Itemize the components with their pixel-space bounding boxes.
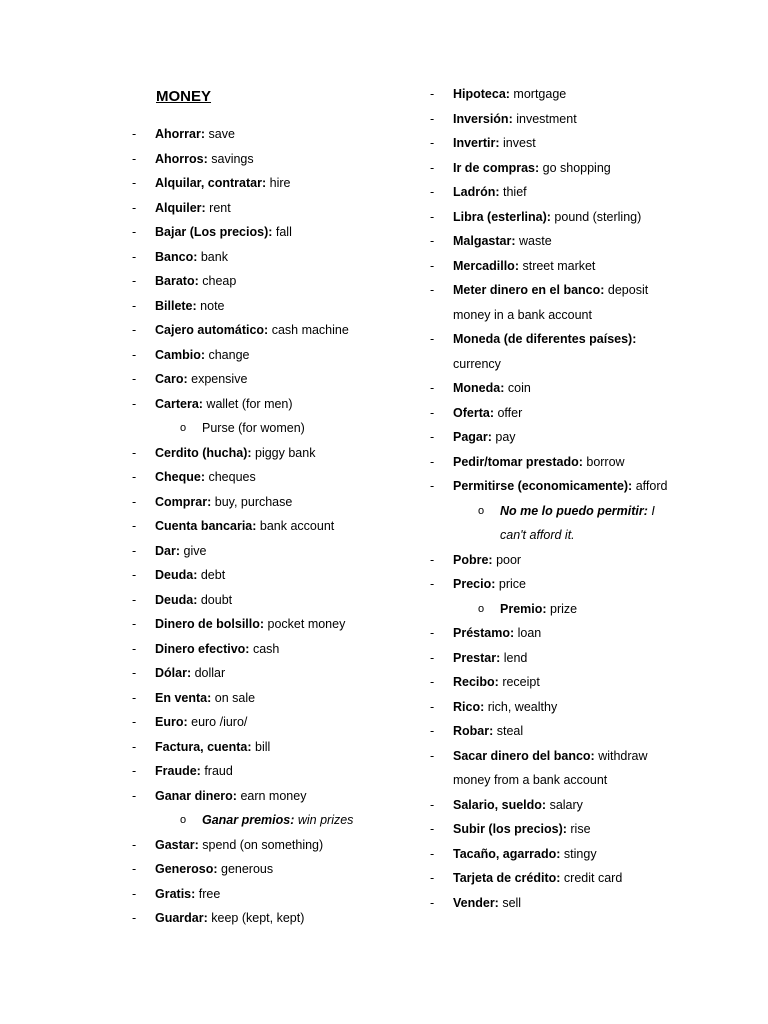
dash-bullet: -: [430, 185, 435, 199]
list-item: [132, 637, 392, 662]
english-translation: bank: [197, 249, 228, 264]
spanish-term: No me lo puedo permitir:: [500, 503, 648, 518]
dash-bullet: -: [430, 87, 435, 101]
dash-bullet: -: [430, 234, 435, 248]
english-translation: steal: [493, 724, 524, 738]
sub-list-item: [430, 499, 670, 548]
spanish-term: Hipoteca:: [453, 87, 510, 101]
dash-bullet: -: [430, 699, 435, 714]
list-item: [430, 131, 670, 156]
dash-bullet: -: [132, 666, 137, 680]
dash-bullet: -: [132, 641, 137, 656]
list-item: [430, 450, 670, 475]
english-translation: euro /iuro/: [187, 715, 248, 729]
dash-bullet: -: [430, 160, 435, 175]
list-item: [132, 269, 392, 294]
list-item: [430, 401, 670, 426]
spanish-term: Pedir/tomar prestado:: [453, 454, 583, 469]
dash-bullet: -: [132, 862, 137, 876]
dash-bullet: -: [430, 552, 435, 567]
english-translation: credit card: [560, 871, 623, 885]
english-translation: prize: [546, 601, 578, 616]
list-item: [132, 441, 392, 466]
spanish-term: Precio:: [453, 577, 496, 591]
vocabulary-list-right: [430, 82, 670, 915]
dash-bullet: -: [430, 405, 435, 420]
list-item: [132, 710, 392, 735]
list-item: [430, 695, 670, 720]
english-translation: give: [180, 543, 207, 558]
dash-bullet: -: [132, 249, 137, 264]
spanish-term: Vender:: [453, 895, 499, 910]
spanish-term: Cerdito (hucha):: [155, 445, 252, 460]
list-item: [430, 327, 670, 376]
page-title: MONEY: [156, 88, 212, 105]
dash-bullet: -: [430, 381, 435, 395]
spanish-term: Pobre:: [453, 552, 493, 567]
list-item: [132, 784, 392, 809]
dash-bullet: -: [132, 568, 137, 582]
list-item: [132, 343, 392, 368]
dash-bullet: -: [430, 748, 435, 763]
dash-bullet: -: [430, 283, 435, 297]
english-translation: afford: [632, 479, 668, 493]
list-item: [132, 122, 392, 147]
english-translation: pocket money: [264, 617, 346, 631]
list-item: [132, 661, 392, 686]
circle-bullet: o: [478, 602, 485, 615]
list-item: [132, 833, 392, 858]
english-translation: waste: [515, 234, 552, 248]
english-translation: price: [495, 577, 526, 591]
english-translation: wallet (for men): [202, 396, 293, 411]
spanish-term: Cambio:: [155, 347, 205, 362]
english-translation: I can't afford it.: [500, 503, 655, 542]
list-item: [132, 539, 392, 564]
list-item: [132, 857, 392, 882]
list-item: [430, 572, 670, 597]
english-translation: cheques: [205, 470, 256, 484]
dash-bullet: -: [132, 274, 137, 288]
list-item: [430, 205, 670, 230]
english-translation: Purse (for women): [202, 421, 305, 435]
spanish-term: Dar:: [155, 543, 181, 558]
spanish-term: Alquilar, contratar:: [155, 176, 267, 190]
list-item: [430, 278, 670, 327]
spanish-term: Cajero automático:: [155, 323, 269, 337]
english-translation: generous: [217, 862, 274, 876]
dash-bullet: -: [132, 470, 137, 484]
english-translation: bill: [251, 739, 271, 754]
english-translation: spend (on something): [198, 837, 324, 852]
spanish-term: Permitirse (economicamente):: [453, 479, 633, 493]
english-translation: free: [195, 886, 221, 901]
dash-bullet: -: [132, 323, 137, 337]
list-item: [132, 882, 392, 907]
list-item: [430, 793, 670, 818]
dash-bullet: -: [132, 445, 137, 460]
list-item: [430, 891, 670, 916]
circle-bullet: o: [180, 422, 187, 434]
spanish-term: Ahorrar:: [155, 127, 206, 141]
dash-bullet: -: [132, 396, 137, 411]
list-item: [132, 196, 392, 221]
dash-bullet: -: [132, 200, 137, 215]
spanish-term: Malgastar:: [453, 234, 516, 248]
english-translation: dollar: [191, 666, 226, 680]
english-translation: sell: [498, 895, 522, 910]
dash-bullet: -: [132, 837, 137, 852]
english-translation: pound (sterling): [550, 209, 642, 224]
dash-bullet: -: [430, 626, 435, 640]
spanish-term: Banco:: [155, 249, 198, 264]
list-item: [430, 621, 670, 646]
dash-bullet: -: [132, 690, 137, 705]
spanish-term: Ahorros:: [155, 151, 208, 166]
english-translation: borrow: [582, 454, 625, 469]
english-translation: salary: [546, 797, 583, 812]
spanish-term: Premio:: [500, 601, 547, 616]
spanish-term: Fraude:: [155, 764, 201, 778]
list-item: [132, 759, 392, 784]
spanish-term: Cuenta bancaria:: [155, 519, 257, 533]
spanish-term: En venta:: [155, 690, 212, 705]
dash-bullet: -: [430, 136, 435, 150]
english-translation: doubt: [197, 592, 233, 607]
english-translation: note: [196, 298, 225, 313]
dash-bullet: -: [430, 650, 435, 665]
list-item: [132, 588, 392, 613]
english-translation: pay: [491, 430, 516, 444]
english-translation: thief: [499, 185, 527, 199]
english-translation: cash machine: [268, 323, 349, 337]
list-item: [430, 474, 670, 499]
dash-bullet: -: [132, 127, 137, 141]
spanish-term: Factura, cuenta:: [155, 739, 252, 754]
spanish-term: Dinero efectivo:: [155, 641, 250, 656]
list-item: [132, 367, 392, 392]
english-translation: buy, purchase: [211, 494, 293, 509]
spanish-term: Subir (los precios):: [453, 822, 567, 836]
dash-bullet: -: [430, 111, 435, 126]
spanish-term: Mercadillo:: [453, 258, 519, 273]
dash-bullet: -: [132, 592, 137, 607]
spanish-term: Bajar (Los precios):: [155, 225, 273, 239]
list-item: [430, 107, 670, 132]
dash-bullet: -: [132, 372, 137, 386]
english-translation: deposit money in a bank account: [453, 283, 649, 322]
dash-bullet: -: [430, 209, 435, 224]
spanish-term: Alquiler:: [155, 200, 206, 215]
spanish-term: Moneda (de diferentes países):: [453, 332, 637, 346]
list-item: [430, 646, 670, 671]
spanish-term: Billete:: [155, 298, 197, 313]
english-translation: earn money: [236, 788, 307, 803]
spanish-term: Caro:: [155, 372, 188, 386]
english-translation: lend: [500, 650, 528, 665]
english-translation: cash: [249, 641, 280, 656]
list-item: [430, 719, 670, 744]
dash-bullet: -: [430, 724, 435, 738]
spanish-term: Cartera:: [155, 396, 203, 411]
english-translation: expensive: [187, 372, 248, 386]
list-item: [132, 245, 392, 270]
dash-bullet: -: [132, 617, 137, 631]
list-item: [132, 220, 392, 245]
list-item: [132, 735, 392, 760]
spanish-term: Préstamo:: [453, 626, 515, 640]
list-item: [430, 744, 670, 793]
list-item: [430, 548, 670, 573]
spanish-term: Deuda:: [155, 592, 198, 607]
spanish-term: Cheque:: [155, 470, 205, 484]
list-item: [132, 294, 392, 319]
english-translation: currency: [453, 356, 501, 371]
english-translation: investment: [512, 111, 577, 126]
spanish-term: Barato:: [155, 274, 199, 288]
dash-bullet: -: [430, 258, 435, 273]
english-translation: win prizes: [294, 813, 354, 827]
dash-bullet: -: [430, 577, 435, 591]
english-translation: debt: [197, 568, 226, 582]
spanish-term: Sacar dinero del banco:: [453, 748, 595, 763]
sub-list-item: [132, 416, 392, 441]
list-item: [430, 180, 670, 205]
dash-bullet: -: [132, 764, 137, 778]
spanish-term: Ir de compras:: [453, 160, 540, 175]
spanish-term: Euro:: [155, 715, 188, 729]
spanish-term: Recibo:: [453, 675, 499, 689]
dash-bullet: -: [430, 430, 435, 444]
english-translation: poor: [492, 552, 522, 567]
spanish-term: Libra (esterlina):: [453, 209, 551, 224]
english-translation: fall: [272, 225, 292, 239]
list-item: [132, 906, 392, 931]
list-item: [132, 171, 392, 196]
list-item: [430, 842, 670, 867]
spanish-term: Ganar premios:: [202, 813, 295, 827]
dash-bullet: -: [132, 176, 137, 190]
circle-bullet: o: [478, 504, 485, 517]
english-translation: rich, wealthy: [484, 699, 558, 714]
english-translation: savings: [207, 151, 254, 166]
spanish-term: Deuda:: [155, 568, 198, 582]
spanish-term: Pagar:: [453, 430, 492, 444]
dash-bullet: -: [132, 788, 137, 803]
dash-bullet: -: [132, 494, 137, 509]
list-item: [132, 563, 392, 588]
spanish-term: Moneda:: [453, 381, 505, 395]
dash-bullet: -: [430, 895, 435, 910]
english-translation: invest: [499, 136, 536, 150]
english-translation: piggy bank: [251, 445, 316, 460]
english-translation: street market: [519, 258, 596, 273]
vocabulary-list-left: [132, 122, 392, 931]
dash-bullet: -: [132, 739, 137, 754]
english-translation: rent: [205, 200, 231, 215]
dash-bullet: -: [132, 886, 137, 901]
english-translation: on sale: [211, 690, 256, 705]
list-item: [430, 817, 670, 842]
list-item: [430, 425, 670, 450]
dash-bullet: -: [430, 797, 435, 812]
list-item: [430, 82, 670, 107]
spanish-term: Gastar:: [155, 837, 199, 852]
dash-bullet: -: [430, 846, 435, 861]
english-translation: stingy: [560, 846, 597, 861]
list-item: [132, 465, 392, 490]
sub-list-item: [132, 808, 392, 833]
spanish-term: Oferta:: [453, 405, 494, 420]
spanish-term: Ladrón:: [453, 185, 500, 199]
spanish-term: Comprar:: [155, 494, 212, 509]
dash-bullet: -: [132, 225, 137, 239]
list-item: [430, 376, 670, 401]
list-item: [132, 612, 392, 637]
english-translation: keep (kept, kept): [207, 911, 305, 925]
english-translation: rise: [566, 822, 591, 836]
list-item: [430, 229, 670, 254]
spanish-term: Tarjeta de crédito:: [453, 871, 561, 885]
list-item: [132, 490, 392, 515]
dash-bullet: -: [430, 871, 435, 885]
english-translation: coin: [504, 381, 531, 395]
spanish-term: Gratis:: [155, 886, 196, 901]
dash-bullet: -: [132, 543, 137, 558]
spanish-term: Meter dinero en el banco:: [453, 283, 605, 297]
english-translation: change: [205, 347, 250, 362]
spanish-term: Prestar:: [453, 650, 501, 665]
sub-list-item: [430, 597, 670, 622]
english-translation: cheap: [198, 274, 237, 288]
spanish-term: Ganar dinero:: [155, 788, 237, 803]
dash-bullet: -: [430, 332, 435, 346]
dash-bullet: -: [132, 519, 137, 533]
dash-bullet: -: [132, 298, 137, 313]
english-translation: loan: [514, 626, 542, 640]
dash-bullet: -: [430, 675, 435, 689]
spanish-term: Generoso:: [155, 862, 218, 876]
spanish-term: Invertir:: [453, 136, 500, 150]
list-item: [132, 147, 392, 172]
spanish-term: Dólar:: [155, 666, 192, 680]
dash-bullet: -: [430, 822, 435, 836]
dash-bullet: -: [132, 911, 137, 925]
dash-bullet: -: [132, 347, 137, 362]
english-translation: bank account: [256, 519, 335, 533]
dash-bullet: -: [132, 715, 137, 729]
dash-bullet: -: [430, 479, 435, 493]
spanish-term: Inversión:: [453, 111, 513, 126]
english-translation: fraud: [200, 764, 233, 778]
english-translation: hire: [266, 176, 291, 190]
dash-bullet: -: [132, 151, 137, 166]
list-item: [430, 156, 670, 181]
dash-bullet: -: [430, 454, 435, 469]
list-item: [132, 514, 392, 539]
english-translation: mortgage: [509, 87, 567, 101]
english-translation: withdraw money from a bank account: [453, 748, 648, 787]
english-translation: offer: [493, 405, 523, 420]
spanish-term: Guardar:: [155, 911, 208, 925]
list-item: [430, 670, 670, 695]
circle-bullet: o: [180, 814, 187, 826]
english-translation: go shopping: [539, 160, 611, 175]
spanish-term: Salario, sueldo:: [453, 797, 547, 812]
list-item: [132, 392, 392, 417]
spanish-term: Tacaño, agarrado:: [453, 846, 561, 861]
list-item: [430, 866, 670, 891]
list-item: [430, 254, 670, 279]
spanish-term: Robar:: [453, 724, 494, 738]
english-translation: save: [205, 127, 235, 141]
list-item: [132, 686, 392, 711]
spanish-term: Rico:: [453, 699, 485, 714]
list-item: [132, 318, 392, 343]
spanish-term: Dinero de bolsillo:: [155, 617, 265, 631]
english-translation: receipt: [498, 675, 540, 689]
